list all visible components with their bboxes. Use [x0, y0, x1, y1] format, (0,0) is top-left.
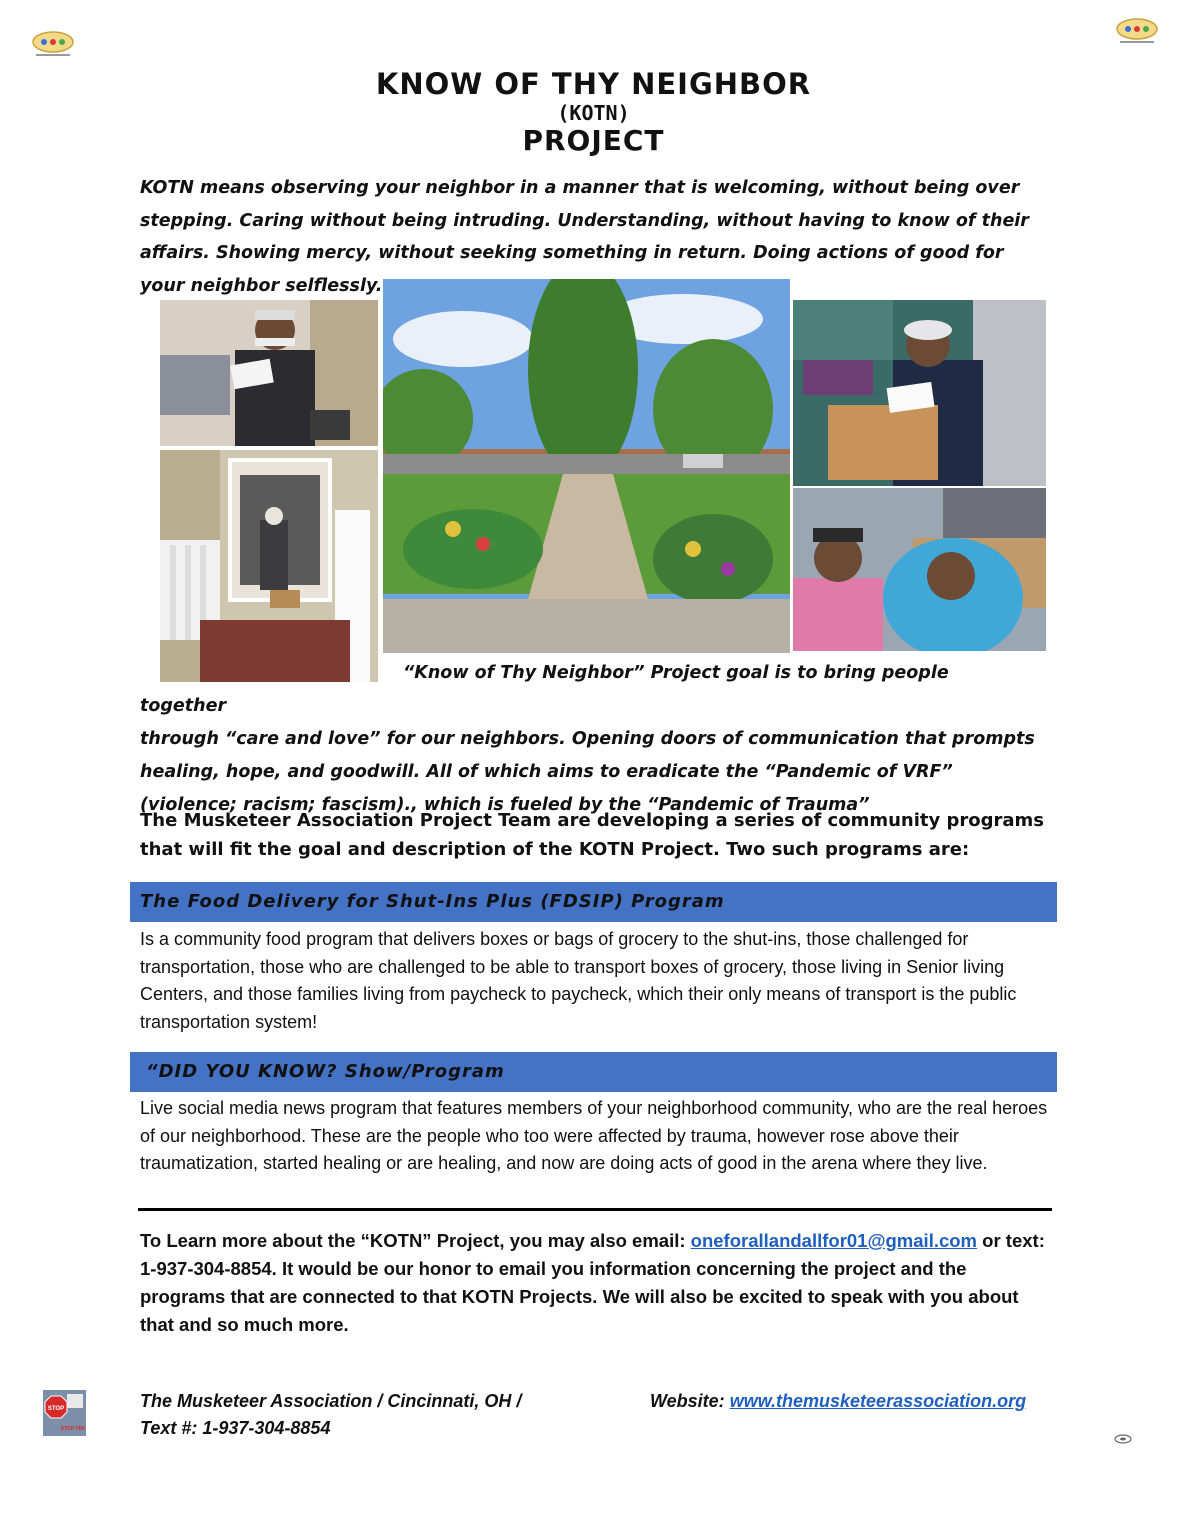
program2-heading: “DID YOU KNOW? Show/Program — [146, 1061, 505, 1082]
logo-stop-text: STOP — [47, 1406, 65, 1412]
goal-text-rest: through “care and love” for our neighbors. Opening doors of communication that prompts healing, hope, and goodwill. All of which aims to eradicate the “Pandemic of VRF” (violence; racism; fascism)., which is fueled by the “Pandemic of Trauma” — [140, 729, 1035, 815]
section-divider — [138, 1208, 1052, 1211]
program1-description: Is a community food program that delivers boxes or bags of grocery to the shut-ins, those challenged for transportation, those who are challenged to be able to transport boxes of grocery, those living in Senior living Centers, and those families living from paycheck to paycheck, which their only means of transport is the public transportation system! — [140, 929, 1017, 1033]
photo-woman-with-grocery-box — [793, 300, 1046, 486]
footer-text-line: Text #: 1-937-304-8854 — [140, 1418, 331, 1438]
intro-paragraph: KOTN means observing your neighbor in a manner that is welcoming, without being over stepping. Caring without being intruding. Understanding, without having to know of their affairs. Showing mercy, without seeking something in return. Doing actions of good for your neighbor selflessly. — [140, 178, 1029, 296]
corner-logo-right — [1114, 17, 1160, 45]
program2-description: Live social media news program that features members of your neighborhood community, who are the real heroes of our neighborhood. These are the people who too were affected by trauma, however rose above their traumatization, started healing or are healing, and now are doing acts of good in the arena where they live. — [140, 1098, 1048, 1174]
footer-website — [650, 1388, 1026, 1415]
website-link[interactable]: www.themusketeerassociation.org — [729, 1391, 1027, 1411]
footer-org-info — [140, 1388, 521, 1442]
website-label: Website: — [650, 1391, 730, 1411]
photo-man-holding-paper — [160, 300, 378, 446]
title-line2: (KOTN) — [557, 101, 630, 125]
footer-org-line: The Musketeer Association / Cincinnati, OH / — [140, 1391, 522, 1411]
program2-heading-band — [130, 1052, 1057, 1092]
program1-heading-band — [130, 882, 1057, 922]
goal-text-first: “Know of Thy Neighbor” Project goal is to bring people together — [140, 663, 949, 716]
team-paragraph: The Musketeer Association Project Team are developing a series of community programs that will fit the goal and description of the KOTN Project. Two such programs are: — [140, 810, 1044, 860]
photo-elderly-man-on-porch — [160, 450, 378, 682]
photo-two-women-selfie — [793, 488, 1046, 651]
goal-paragraph — [140, 657, 1040, 822]
title-line3: PROJECT — [522, 124, 665, 157]
contact-text-after: or text: 1-937-304-8854. It would be our honor to email you information concerning the project and the programs that are connected to that KOTN Projects. We will also be excited to speak with you about that and so much more. — [140, 1230, 1045, 1335]
contact-text-before: To Learn more about the “KOTN” Project, you may also email: — [140, 1230, 691, 1251]
page-title — [0, 68, 1187, 156]
email-link[interactable]: oneforallandallfor01@gmail.com — [690, 1230, 978, 1251]
page-mark-icon — [1114, 1431, 1132, 1441]
title-line1: KNOW OF THY NEIGHBOR — [375, 67, 812, 101]
stop-vrf-logo — [43, 1390, 86, 1436]
program1-heading: The Food Delivery for Shut-Ins Plus (FDSIP) Program — [140, 891, 725, 912]
corner-logo-left — [30, 30, 76, 58]
photo-front-yard-walkway — [383, 279, 790, 653]
contact-paragraph — [140, 1227, 1050, 1339]
logo-stop-vrf-text: STOP VRF — [60, 1426, 86, 1432]
